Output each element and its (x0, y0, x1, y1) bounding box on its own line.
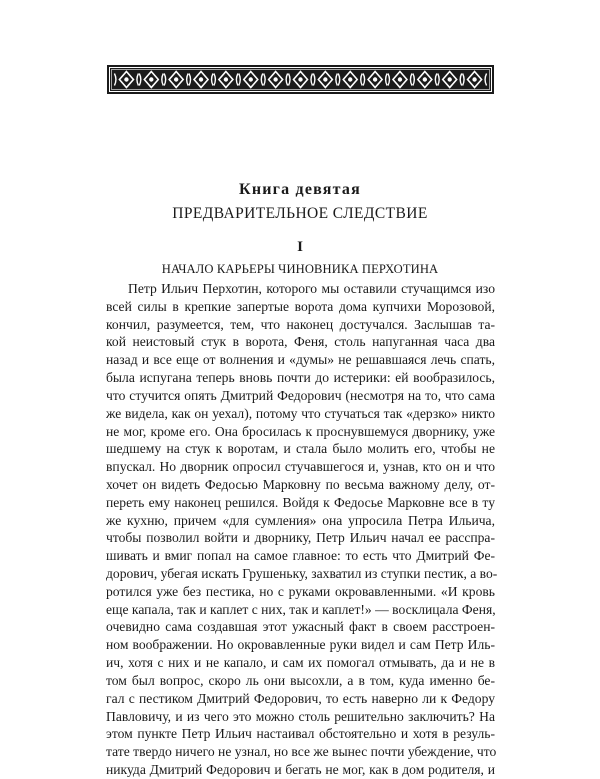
text-line: кончил, разумеется, тем, что наконец достучался. Заслышав та- (106, 316, 495, 332)
body-text (106, 280, 498, 779)
chapter-title: НАЧАЛО КАРЬЕРЫ ЧИНОВНИКА ПЕРХОТИНА (161, 262, 439, 276)
text-line: шивать и вмиг попал на самое главное: то есть что Дмитрий Фе- (106, 548, 495, 564)
text-line: ном воображении. Но окровавленные руки видел и сам Петр Иль- (106, 637, 495, 653)
text-line: шедшему на стук к воротам, и стала было молить его, чтобы не (106, 441, 495, 457)
text-line: впускал. Но дворник опросил стучавшегося и, узнав, кто он и что (106, 459, 495, 475)
text-line: же видела, как он уехал), потому что стучаться так «дерзко» никто (106, 405, 495, 421)
text-line: ротился уже без пестика, но с руками окровавленными. «И кровь (106, 583, 495, 599)
text-line: том был вопрос, скоро ль они высохли, а в том, куда именно бе- (106, 672, 495, 688)
text-line: дорович, убегая искать Грушеньку, захватил из ступки пестик, а во- (106, 566, 498, 581)
text-line: чтобы позволил войти и дворнику, Петр Ильич начал ее расспра- (106, 530, 495, 546)
text-line: что стучится опять Дмитрий Федорович (несмотря на то, что сама (106, 387, 495, 403)
text-line: переть ему наконец решился. Войдя к Федосье Марковне все в ту (106, 494, 495, 510)
text-line: этом пункте Петр Ильич настаивал обстоятельно и хотя в резуль- (106, 726, 495, 742)
text-line: была испугана теперь вновь почти до истерики: ей вообразилось, (106, 370, 495, 386)
text-line: назад и все еще от волнения и «думы» не решавшаяся лечь спать, (106, 352, 495, 368)
book-title: Книга девятая (239, 181, 361, 198)
text-line: всей силы в крепкие запертые ворота дома купчихи Морозовой, (106, 298, 495, 314)
text-line: ич, хотя с них и не капало, и сам их помогал отмывать, да и не в (106, 655, 495, 671)
text-line: Павловичу, и из чего это можно столь решительно заключить? На (106, 708, 495, 724)
text-line: Петр Ильич Перхотин, которого мы оставили стучащимся изо (128, 281, 495, 296)
text-line: кой неистовый стук в ворота, Феня, столь напуганная часа два (106, 334, 495, 350)
text-line: не мог, кроме его. Она бросилась к проснувшемуся дворнику, уже (106, 423, 495, 439)
text-line: тате твердо ничего не узнал, но все же вынес почти убеждение, что (106, 744, 497, 760)
text-line: никуда Дмитрий Федорович и бегать не мог, как в дом родителя, и (106, 761, 495, 777)
book-subtitle: ПРЕДВАРИТЕЛЬНОЕ СЛЕДСТВИЕ (172, 205, 428, 222)
ornamental-border-band-icon (107, 65, 494, 94)
text-line: гал с пестиком Дмитрий Федорович, то есть наверно ли к Федору (106, 690, 495, 706)
text-line: очевидно сама создавшая этот ужасный факт в своем расстроен- (106, 619, 495, 635)
chapter-number: I (297, 239, 303, 255)
text-line: хочет он видеть Федосью Марковну по весьма важному делу, от- (106, 476, 495, 492)
text-line: же кухню, причем «для сумления» она упросила Петра Ильича, (106, 512, 495, 528)
text-line: еще капала, так и каплет с них, так и каплет!» — восклицала Феня, (106, 601, 496, 617)
